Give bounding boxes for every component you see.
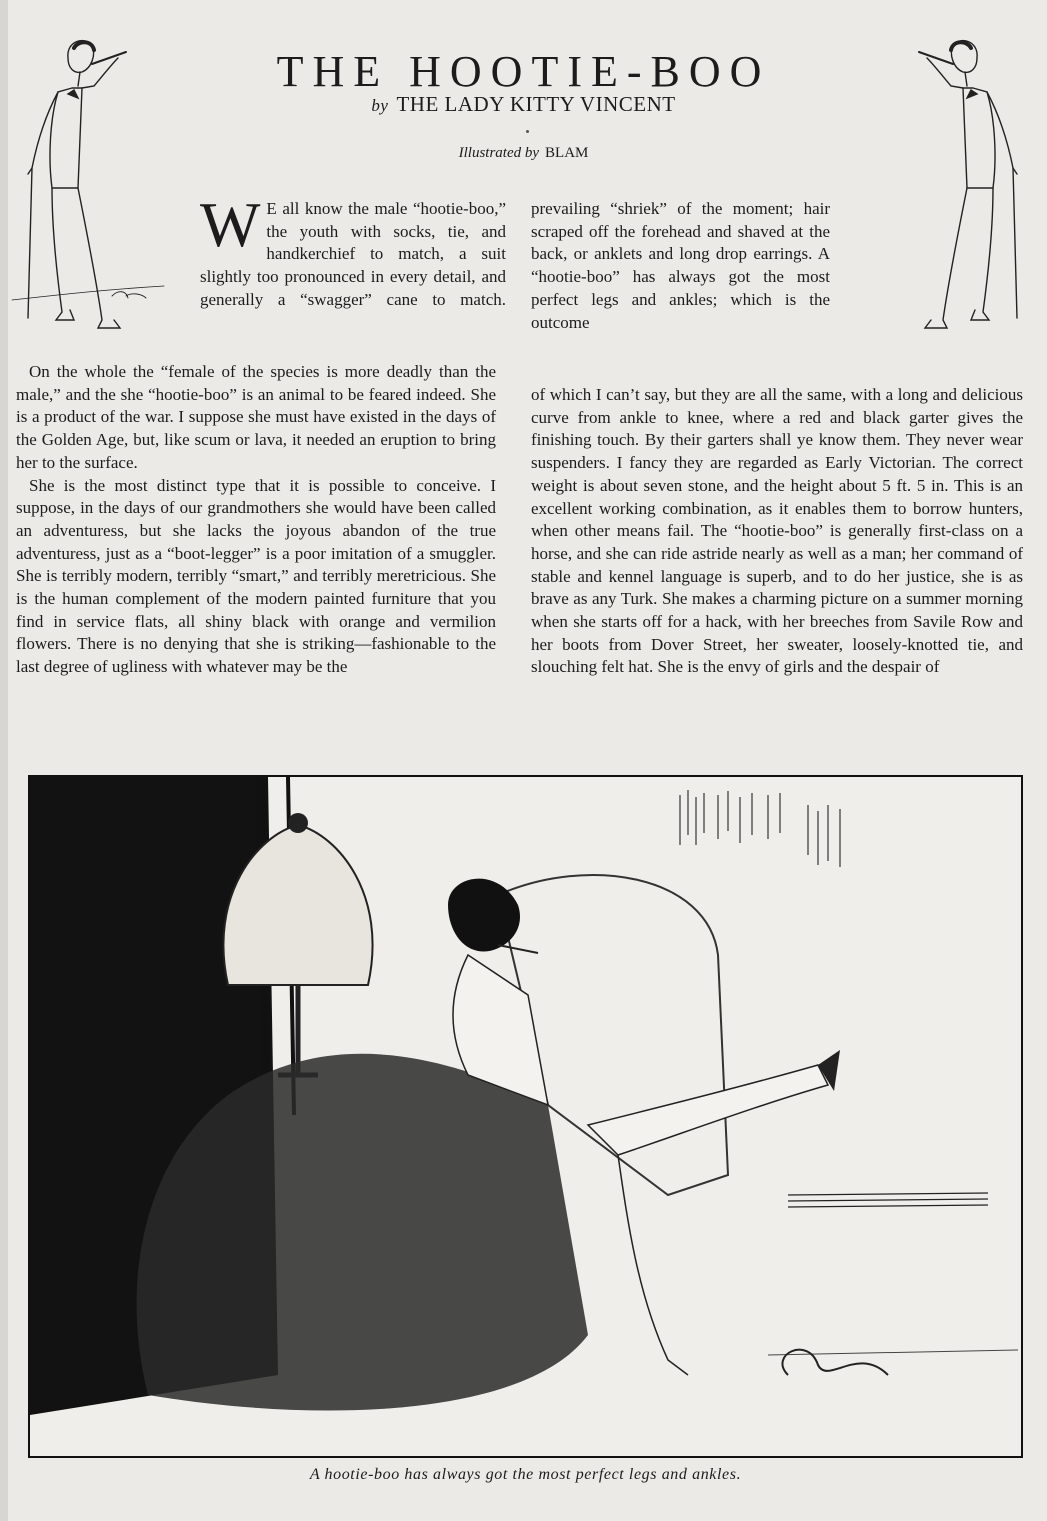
page-gutter [0, 0, 8, 1521]
main-illustration [28, 775, 1023, 1458]
intro-paragraph-right: prevailing “shriek” of the moment; hair scraped off the forehead and shaved at the back, or anklets and long drop earrings. A “hootie-boo” has always got the most perfect legs and ankles; which is the outcome [531, 199, 830, 332]
intro-column-left [200, 189, 506, 312]
paragraph-female-of-species: On the whole the “female of the species is more deadly than the male,” and the she “hootie-boo” is an animal to be feared indeed. She is a product of the war. I suppose she must have existed in the days of the Golden Age, but, like scum or lava, it needed an eruption to bring her to the surface. [16, 362, 496, 472]
intro-paragraph-left [200, 189, 506, 312]
paragraph-legs-and-garters: of which I can’t say, but they are all the same, with a long and delicious curve from ankle to knee, where a red and black garter gives the finishing touch. By their garters shall ye know them. They never wear suspenders. I fancy they are regarded as Early Victorian. The correct weight is about seven stone, and the height about 5 ft. 5 in. This is an excellent working combination, as it enables them to borrow hunters, when other means fail. The “hootie-boo” is generally first-class on a horse, and she can ride astride nearly as well as a man; her command of stable and kennel language is superb, and to do her justice, she is as brave as any Turk. She makes a charming picture on a summer morning when she starts off for a hack, with her breeches from Savile Row and her boots from Dover Street, her sweater, loosely-knotted tie, and slouching felt hat. She is the envy of girls and the despair of [531, 385, 1023, 677]
author-name: THE LADY KITTY VINCENT [396, 92, 676, 116]
ornament-dot [526, 130, 529, 133]
intro-text-left: E all know the male “hootie-boo,” the youth with socks, tie, and handkerchief to match, a suit slightly too pronounced in every detail, and generally a “swagger” cane to match. [200, 199, 506, 309]
dandy-sketch-right [877, 28, 1037, 338]
body-column-right [531, 384, 1023, 679]
illustration-caption: A hootie-boo has always got the most perfect legs and ankles. [309, 1466, 742, 1483]
illustrator-name: BLAM [545, 145, 589, 161]
body-column-left [16, 361, 496, 679]
intro-column-right [531, 198, 830, 334]
paragraph-distinct-type: She is the most distinct type that it is possible to conceive. I suppose, in the days of our grandmothers she would have been called an adventuress, but she lacks the joyous abandon of the true adventuress, just as a “boot-legger” is a poor imitation of a smuggler. She is terribly modern, terribly “smart,” and terribly meretricious. She is the human complement of the modern painted furniture that you find in service flats, all shiny black with orange and vermilion flowers. There is no denying that she is striking—fashionable to the last degree of ugliness with whatever may be the [16, 475, 496, 677]
article-title: THE HOOTIE-BOO [276, 47, 771, 97]
illustrator-credit [170, 145, 877, 162]
byline [170, 92, 877, 117]
drop-cap: W [200, 189, 261, 260]
byline-prefix: by [371, 96, 389, 115]
dandy-sketch-left [8, 28, 168, 338]
illustrator-prefix: Illustrated by [458, 145, 540, 161]
